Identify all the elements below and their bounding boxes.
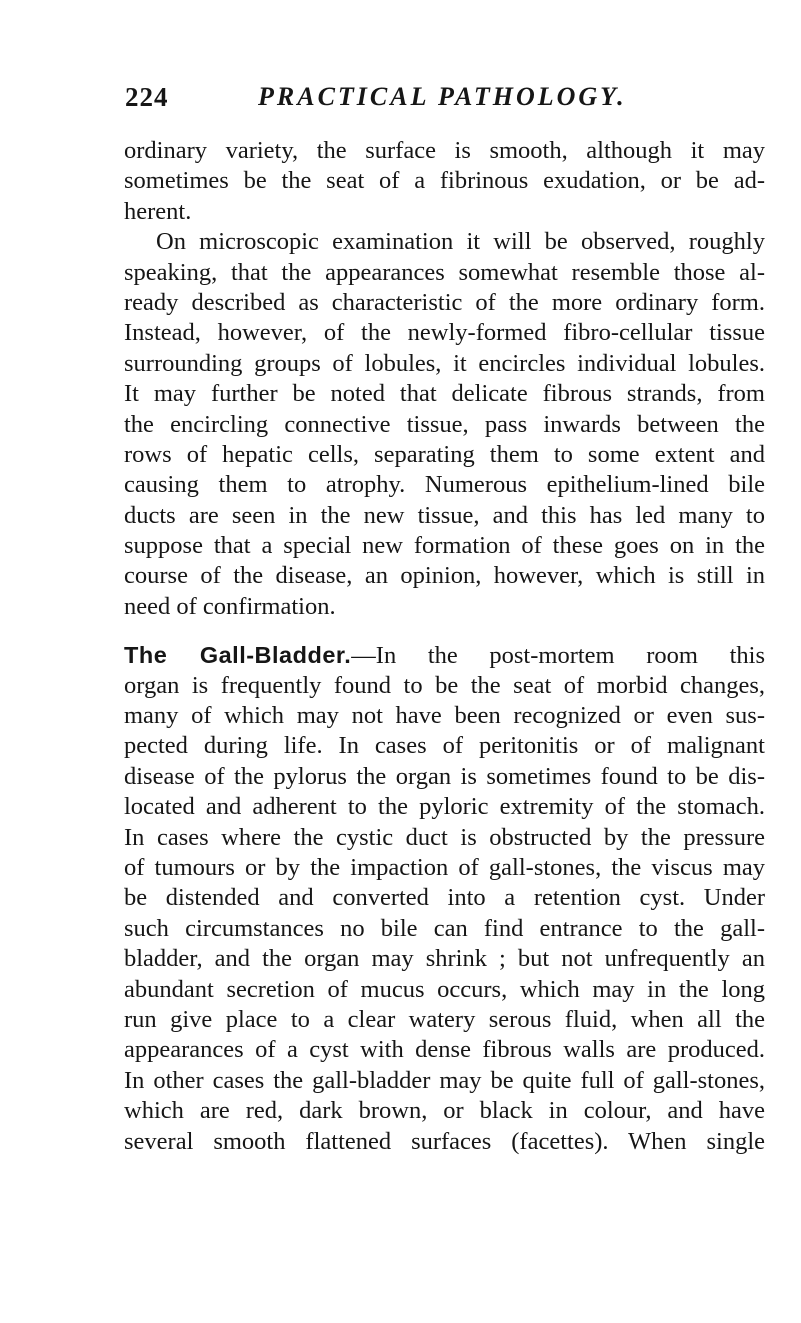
text-line: disease of the pylorus the organ is sometimes found to be dis-: [124, 762, 765, 790]
text-line: several smooth flattened surfaces (facettes). When single: [124, 1127, 765, 1155]
text-line: rows of hepatic cells, separating them to some extent and: [124, 440, 765, 468]
text-line: causing them to atrophy. Numerous epithelium-lined bile: [124, 471, 765, 499]
text-line: located and adherent to the pyloric extremity of the stomach.: [124, 793, 765, 821]
text-line: of tumours or by the impaction of gall-stones, the viscus may: [124, 853, 765, 881]
text-line: bladder, and the organ may shrink ; but not unfrequently an: [124, 945, 765, 973]
text-line: which are red, dark brown, or black in colour, and have: [124, 1097, 765, 1125]
page-number: 224: [125, 82, 169, 112]
text-line: be distended and converted into a retention cyst. Under: [124, 884, 765, 912]
text-line: It may further be noted that delicate fibrous strands, from: [124, 380, 765, 408]
text-line: Instead, however, of the newly-formed fibro-cellular tissue: [124, 319, 765, 347]
text-line: speaking, that the appearances somewhat resemble those al-: [124, 258, 765, 286]
text-line: such circumstances no bile can find entrance to the gall-: [124, 914, 765, 942]
running-title: PRACTICAL PATHOLOGY.: [258, 82, 627, 111]
text-line: herent.: [124, 197, 192, 225]
text-line: ducts are seen in the new tissue, and this has led many to: [124, 501, 765, 529]
text-line: appearances of a cyst with dense fibrous walls are produced.: [124, 1036, 765, 1064]
heading-line-rest: —In the post-mortem room this: [351, 642, 765, 670]
text-line: course of the disease, an opinion, however, which is still in: [124, 562, 765, 590]
text-line: In other cases the gall-bladder may be quite full of gall-stones,: [124, 1066, 765, 1094]
text-line: suppose that a special new formation of these goes on in the: [124, 532, 765, 560]
text-line: ready described as characteristic of the more ordinary form.: [124, 288, 765, 316]
text-line: run give place to a clear watery serous fluid, when all the: [124, 1005, 765, 1033]
running-head: [0, 82, 801, 118]
text-line: abundant secretion of mucus occurs, which may in the long: [124, 975, 765, 1003]
section-heading: The Gall-Bladder.: [124, 642, 352, 669]
paragraph-continuation: [124, 136, 765, 227]
text-line: the encircling connective tissue, pass inwards between the: [124, 410, 765, 438]
text-line: organ is frequently found to be the seat of morbid changes,: [124, 671, 765, 699]
text-line: ordinary variety, the surface is smooth, although it may: [124, 137, 765, 164]
text-line: many of which may not have been recognized or even sus-: [124, 702, 765, 730]
text-line: sometimes be the seat of a fibrinous exudation, or be ad-: [124, 167, 765, 195]
paragraph-microscopic-examination: [124, 227, 765, 622]
body-text: [124, 136, 765, 1157]
text-line: [124, 640, 765, 670]
text-line: In cases where the cystic duct is obstructed by the pressure: [124, 823, 765, 851]
text-line: pected during life. In cases of peritonitis or of malignant: [124, 732, 765, 760]
text-line: need of confirmation.: [124, 592, 336, 620]
paragraph-gall-bladder: [124, 640, 765, 1157]
text-line: surrounding groups of lobules, it encircles individual lobules.: [124, 349, 765, 377]
paragraph-gap: [124, 622, 765, 640]
text-line: On microscopic examination it will be observed, roughly: [156, 228, 765, 256]
